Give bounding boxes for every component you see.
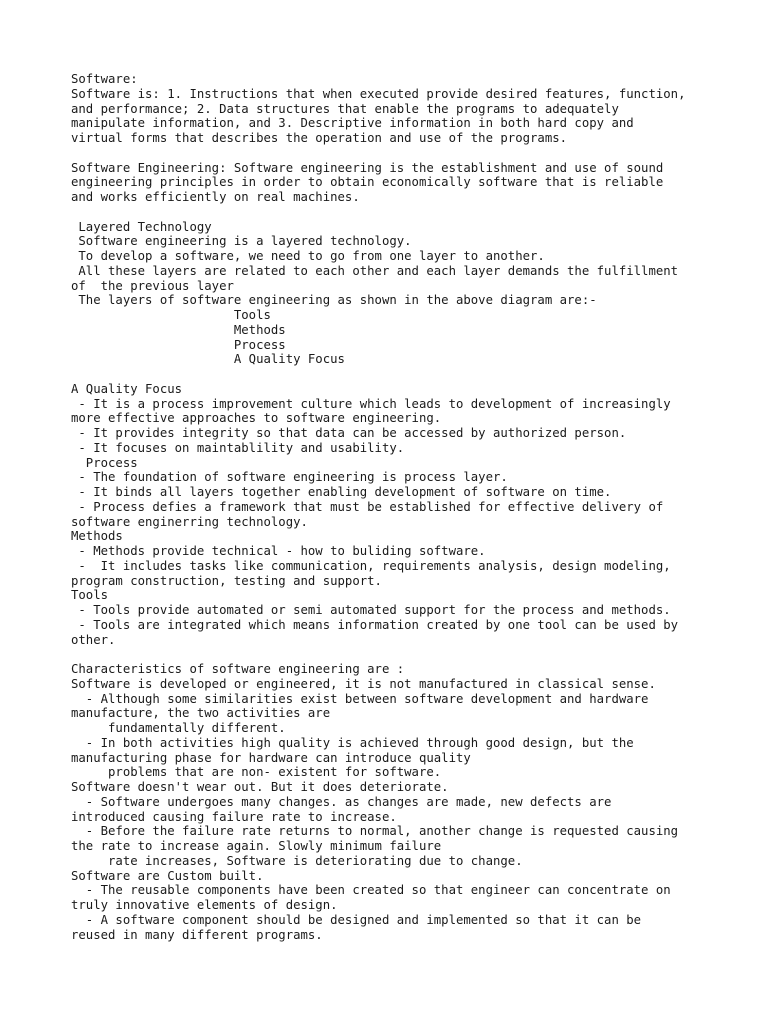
- text-line: truly innovative elements of design.: [71, 898, 338, 912]
- text-line: - Methods provide technical - how to buliding software.: [71, 544, 486, 558]
- text-line: more effective approaches to software engineering.: [71, 411, 442, 426]
- text-line: the rate to increase again. Slowly minimum failure: [71, 839, 442, 853]
- text-line: and works efficiently on real machines.: [71, 190, 360, 204]
- text-line: - In both activities high quality is achieved through good design, but the: [71, 735, 634, 750]
- text-line: rate increases, Software is deteriorating due to change.: [71, 853, 523, 868]
- text-line: Characteristics of software engineering are :: [71, 662, 405, 676]
- text-line: - Although some similarities exist between software development and hardware: [71, 691, 649, 706]
- text-line: [71, 647, 751, 662]
- text-line: - The reusable components have been created so that engineer can concentrate on: [71, 883, 671, 898]
- text-line: manufacturing phase for hardware can introduce quality: [71, 750, 471, 765]
- text-line: other.: [71, 632, 116, 647]
- text-line: - The foundation of software engineering is process layer.: [71, 470, 508, 485]
- text-line: manufacture, the two activities are: [71, 706, 331, 721]
- text-line: - Tools are integrated which means information created by one tool can be used by: [71, 617, 679, 632]
- text-line: and performance; 2. Data structures that enable the programs to adequately: [71, 101, 619, 116]
- text-line: - Process defies a framework that must be established for effective delivery of: [71, 499, 664, 514]
- text-line: - It includes tasks like communication, requirements analysis, design modeling,: [71, 558, 671, 573]
- text-line: Software Engineering: Software engineering is the establishment and use of sound: [71, 160, 664, 175]
- text-line: problems that are non- existent for software.: [71, 765, 442, 780]
- text-line: manipulate information, and 3. Descriptive information in both hard copy and: [71, 116, 634, 131]
- text-line: Tools: [71, 308, 271, 322]
- text-line: Methods: [71, 529, 123, 544]
- text-line: Software engineering is a layered technology.: [71, 234, 412, 249]
- text-line: Layered Technology: [71, 219, 212, 234]
- text-line: Process: [71, 455, 138, 470]
- text-line: Software is developed or engineered, it is not manufactured in classical sense.: [71, 676, 656, 691]
- text-line: All these layers are related to each other and each layer demands the fulfillment: [71, 263, 679, 278]
- text-line: Tools: [71, 588, 109, 603]
- text-line: To develop a software, we need to go from one layer to another.: [71, 249, 545, 263]
- text-line: A Quality Focus: [71, 352, 345, 367]
- text-line: Software are Custom built.: [71, 868, 264, 883]
- text-line: The layers of software engineering as shown in the above diagram are:-: [71, 293, 597, 308]
- text-line: program construction, testing and support.: [71, 573, 382, 588]
- text-line: software enginerring technology.: [71, 514, 308, 529]
- text-line: virtual forms that describes the operation and use of the programs.: [71, 131, 568, 145]
- text-line: [71, 205, 751, 220]
- text-line: - Software undergoes many changes. as changes are made, new defects are: [71, 794, 612, 809]
- text-line: [71, 367, 751, 382]
- text-line: Methods: [71, 322, 286, 337]
- text-line: - A software component should be designed and implemented so that it can be: [71, 912, 642, 927]
- text-line: A Quality Focus: [71, 381, 183, 396]
- text-line: - It focuses on maintablility and usability.: [71, 440, 405, 455]
- text-line: Process: [71, 337, 286, 352]
- text-line: Software doesn't wear out. But it does deteriorate.: [71, 780, 449, 794]
- text-line: [71, 146, 751, 161]
- text-line: - It is a process improvement culture which leads to development of increasingly: [71, 396, 671, 411]
- text-line: - It binds all layers together enabling development of software on time.: [71, 485, 612, 499]
- text-line: Software:: [71, 72, 138, 86]
- text-line: - Before the failure rate returns to normal, another change is requested causing: [71, 824, 679, 839]
- text-line: fundamentally different.: [71, 721, 286, 735]
- text-line: of the previous layer: [71, 278, 234, 293]
- document-body: [71, 72, 751, 942]
- text-line: - It provides integrity so that data can be accessed by authorized person.: [71, 426, 627, 440]
- text-line: Software is: 1. Instructions that when executed provide desired features, function,: [71, 86, 686, 101]
- text-line: reused in many different programs.: [71, 927, 323, 942]
- text-line: - Tools provide automated or semi automated support for the process and methods.: [71, 603, 671, 617]
- text-line: introduced causing failure rate to increase.: [71, 809, 397, 824]
- text-line: engineering principles in order to obtain economically software that is reliable: [71, 175, 664, 190]
